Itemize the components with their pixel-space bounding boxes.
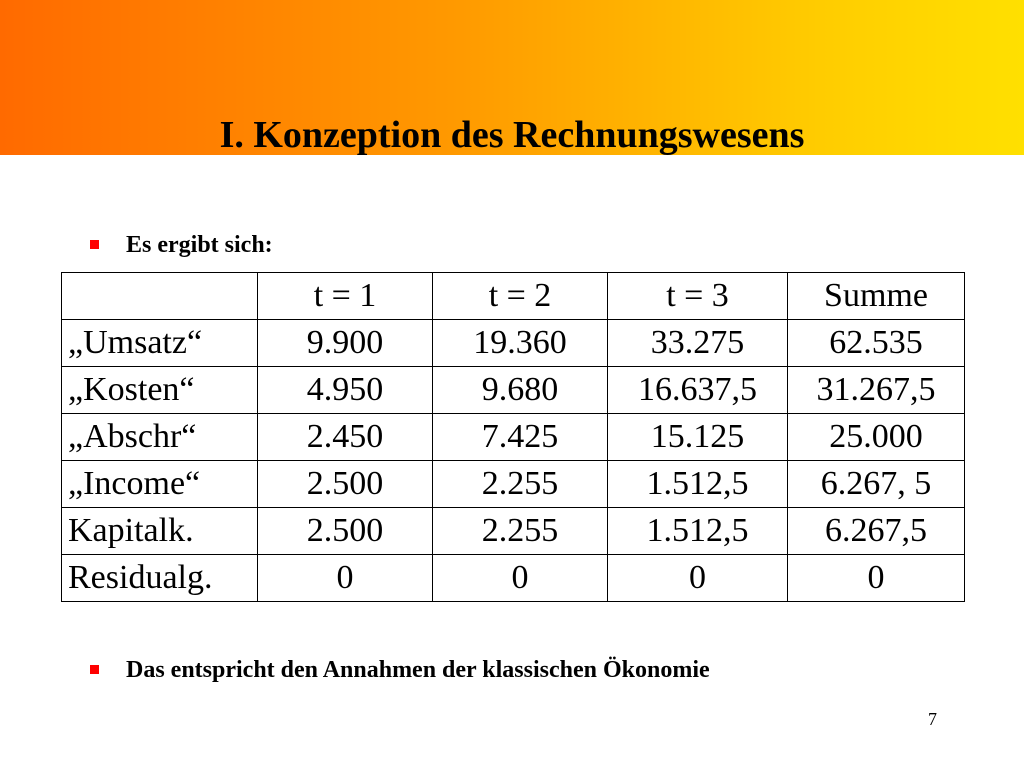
table-cell: 31.267,5 [788, 367, 965, 414]
table-cell: 0 [433, 555, 608, 602]
table-cell: 1.512,5 [608, 508, 788, 555]
table-row [62, 461, 965, 508]
table-cell: 19.360 [433, 320, 608, 367]
table-cell: 0 [788, 555, 965, 602]
row-label: „Umsatz“ [62, 320, 258, 367]
slide-number: 7 [928, 709, 937, 729]
table-cell: 2.500 [258, 461, 433, 508]
bullet-text: Das entspricht den Annahmen der klassischen Ökonomie [126, 657, 710, 683]
row-label: Kapitalk. [62, 508, 258, 555]
row-label: „Kosten“ [62, 367, 258, 414]
table-cell: 25.000 [788, 414, 965, 461]
table-cell: 6.267,5 [788, 508, 965, 555]
table-cell: 0 [258, 555, 433, 602]
table-cell: 2.255 [433, 508, 608, 555]
row-label: Residualg. [62, 555, 258, 602]
table-cell: 62.535 [788, 320, 965, 367]
row-label: „Abschr“ [62, 414, 258, 461]
table-cell: 2.450 [258, 414, 433, 461]
table-header-cell: t = 2 [433, 273, 608, 320]
table-header-cell [62, 273, 258, 320]
table-row [62, 508, 965, 555]
table-row [62, 555, 965, 602]
table-header-cell: t = 3 [608, 273, 788, 320]
table-cell: 4.950 [258, 367, 433, 414]
table-cell: 2.500 [258, 508, 433, 555]
table-cell: 16.637,5 [608, 367, 788, 414]
row-label: „Income“ [62, 461, 258, 508]
table-header-cell: t = 1 [258, 273, 433, 320]
slide-title: I. Konzeption des Rechnungswesens [219, 114, 805, 156]
bullet-text: Es ergibt sich: [126, 232, 273, 258]
table-header-row [62, 273, 965, 320]
table-cell: 1.512,5 [608, 461, 788, 508]
table-cell: 6.267, 5 [788, 461, 965, 508]
table-row [62, 320, 965, 367]
table-cell: 15.125 [608, 414, 788, 461]
table-cell: 7.425 [433, 414, 608, 461]
data-table [61, 272, 965, 602]
table-row [62, 414, 965, 461]
table-cell: 2.255 [433, 461, 608, 508]
table-header-cell: Summe [788, 273, 965, 320]
table-cell: 9.900 [258, 320, 433, 367]
square-bullet-icon [90, 665, 99, 674]
table-cell: 9.680 [433, 367, 608, 414]
table-cell: 33.275 [608, 320, 788, 367]
square-bullet-icon [90, 240, 99, 249]
table-row [62, 367, 965, 414]
table-cell: 0 [608, 555, 788, 602]
